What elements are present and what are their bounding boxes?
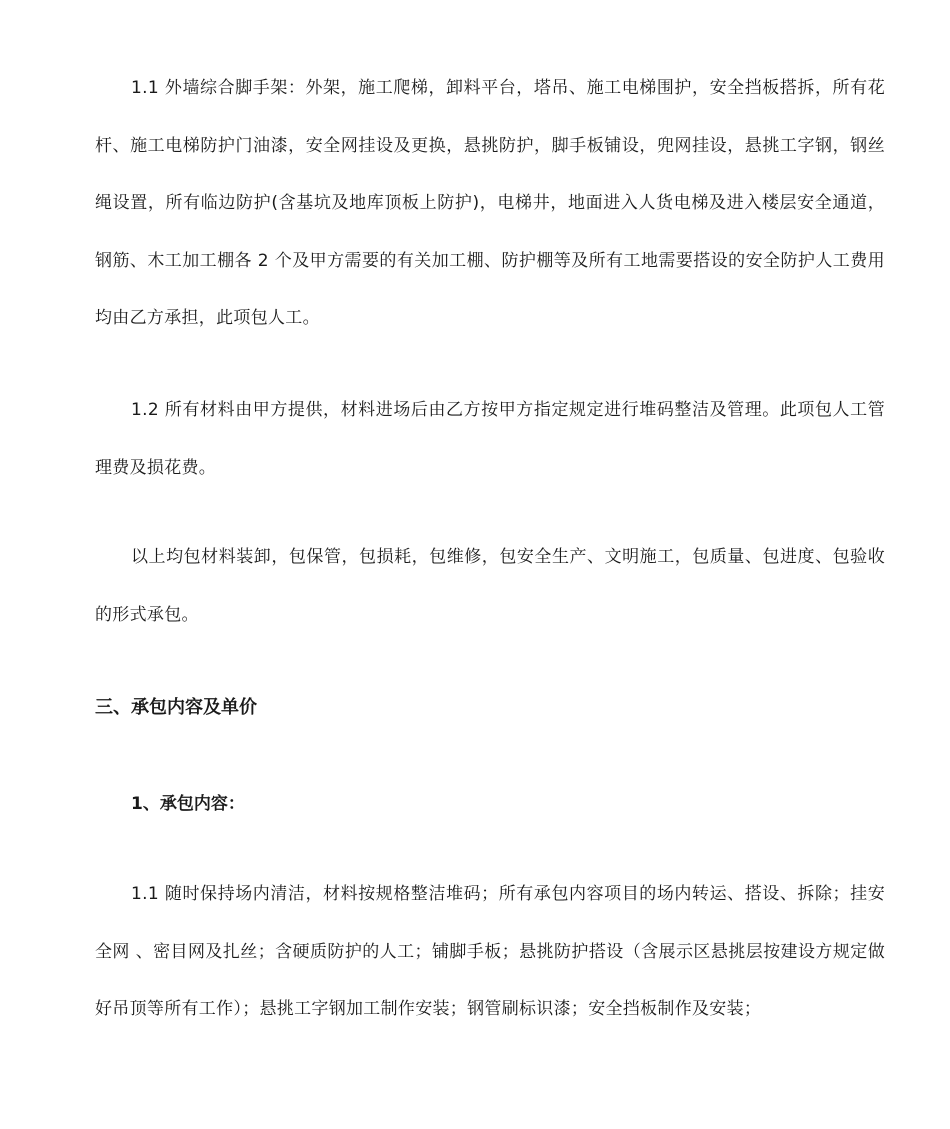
paragraph-scaffolding-scope: 1.1 外墙综合脚手架：外架，施工爬梯，卸料平台，塔吊、施工电梯围护，安全挡板搭拆，所有花杆、施工电梯防护门油漆，安全网挂设及更换，悬挑防护，脚手板铺设，兜网挂设，悬挑工字钢，钢丝绳设置，所有临边防护(含基坑及地库顶板上防护)，电梯井，地面进入人货电梯及进入楼层安全通道，钢筋、木工加工棚各 2 个及甲方需要的有关加工棚、防护棚等及所有工地需要搭设的安全防护人工费用均由乙方承担，此项包人工。 [95,78,885,328]
section-heading: 三、承包内容及单价 [95,697,257,718]
sub-heading: 1、承包内容： [131,794,245,814]
paragraph-contract-content: 1.1 随时保持场内清洁，材料按规格整洁堆码；所有承包内容项目的场内转运、搭设、拆除；挂安全网 、密目网及扎丝；含硬质防护的人工；铺脚手板；悬挑防护搭设（含展示区悬挑层按建设方规定做好吊顶等所有工作）；悬挑工字钢加工制作安装；钢管刷标识漆；安全挡板制作及安装； [95,884,885,1019]
paragraph-materials: 1.2 所有材料由甲方提供，材料进场后由乙方按甲方指定规定进行堆码整洁及管理。此项包人工管理费及损花费。 [95,400,885,478]
paragraph-contract-form: 以上均包材料装卸，包保管，包损耗，包维修，包安全生产、文明施工，包质量、包进度、包验收的形式承包。 [95,547,885,625]
